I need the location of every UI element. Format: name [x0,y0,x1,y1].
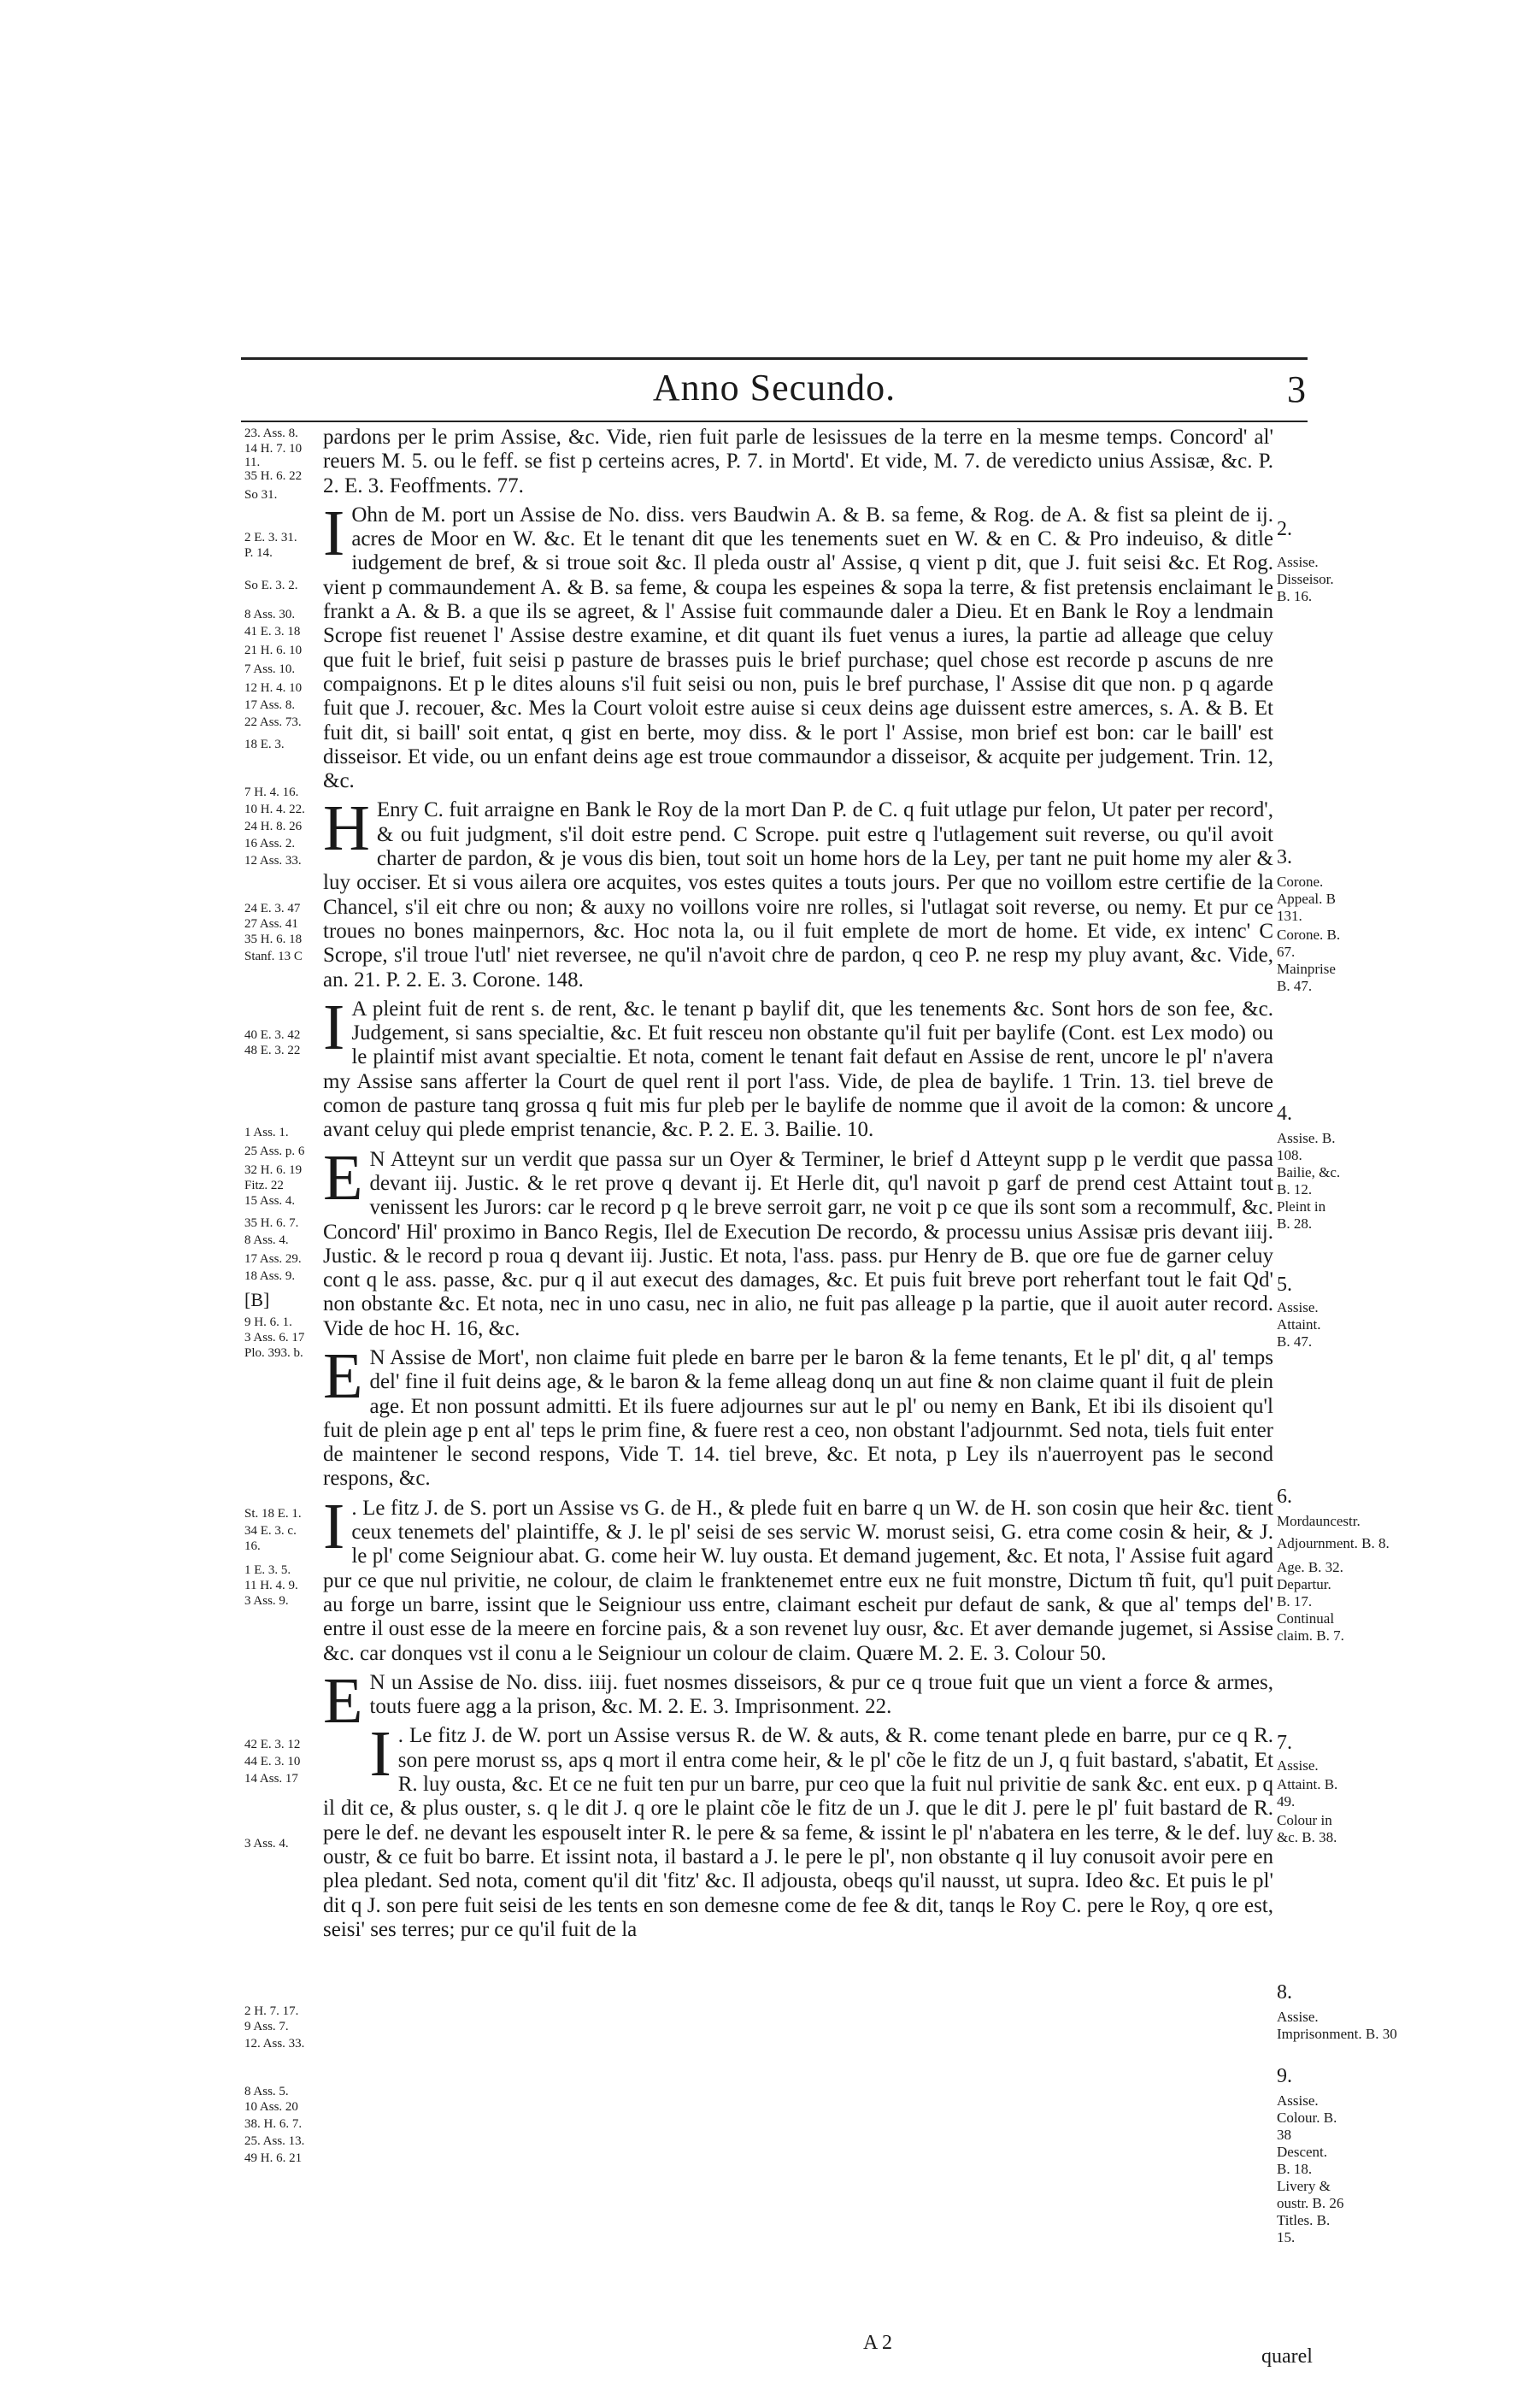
margin-citation: 49 H. 6. 21 [244,2151,303,2165]
margin-topic: claim. B. 7. [1277,1627,1344,1644]
margin-citation: So E. 3. 2. [244,579,298,592]
margin-citation: P. 14. [244,546,273,560]
margin-citation: 12. Ass. 33. [244,2037,305,2051]
margin-topic: Assise. [1277,554,1319,570]
margin-topic: Adjournment. B. 8. [1277,1535,1390,1551]
margin-citation: 17 Ass. 8. [244,698,296,712]
margin-citation: 18 E. 3. [244,738,285,751]
text-body [323,426,1273,1942]
header-rule [241,421,1308,422]
margin-case-number: 5. [1277,1274,1292,1296]
margin-case-number: 8. [1277,1981,1292,2004]
margin-case-number: 9. [1277,2065,1292,2087]
margin-citation: 2 H. 7. 17. [244,2004,299,2018]
paragraph-5 [323,1141,1273,1341]
margin-citation: 23. Ass. 8. [244,427,298,440]
margin-citation: 35 H. 6. 7. [244,1216,299,1230]
margin-topic: B. 17. [1277,1593,1313,1609]
margin-citation: 8 Ass. 4. [244,1233,289,1247]
paragraph-6 [323,1339,1273,1492]
catchword: quarel [1261,2345,1313,2368]
margin-case-number: 2. [1277,518,1292,540]
margin-citation: 12 H. 4. 10 [244,681,303,695]
paragraph-text: pardons per le prim Assise, &c. Vide, rien fuit parle de lesissues de la terre en la mesme temps. Concord' al' reuers M. 5. ou le feff. se fist p certeins acres, P. 7. in Mortd'. Et vide, M. 7. de veredicto unius Assisæ, &c. P. 2. E. 3. Feoffments. 77. [323,426,1273,497]
margin-topic: Assise. [1277,2092,1319,2109]
margin-topic: Departur. [1277,1576,1331,1592]
margin-topic: Age. B. 32. [1277,1559,1343,1575]
margin-citation: 40 E. 3. 42 [244,1028,301,1042]
margin-topic: 108. [1277,1147,1302,1163]
margin-topic: Attaint. [1277,1316,1321,1333]
margin-citation: 24 H. 8. 26 [244,820,303,833]
margin-topic: Continual [1277,1610,1335,1627]
drop-capital: I [323,991,345,1063]
margin-topic: Colour in [1277,1812,1332,1828]
paragraph-text: N Atteynt sur un verdit que passa sur un Oyer & Terminer, le brief d Atteynt supp p le verdit que passa devant iij. Justic. & le ret prove q devant ij. Et Herle dit, qu'l navoit p garf de prend cest Attaint tout venissent les Jurors: car le record p q le breve serroit garr, ne voit p ce que ils sont som a recommulf, &c. Concord' Hil' proximo in Banco Regis, Ilel de Execution De recordo, & processu unius Assisæ pris devant iiij. Justic. & le record p roua q devant iij. Justic. Et nota, l'ass. pass. pur Henry de B. que ore fue de garner celuy cont q le ass. passe, &c. pur q il aut execut des damages, &c. Et puis fuit breve port reherfant tout le fait Qd' non obstante &c. Et nota, nec in uno casu, nec in alio, ne fuit pas alleage p la partie, que il auoit auter record. Vide de hoc H. 16, &c. [323,1147,1273,1340]
margin-citation: Stanf. 13 C [244,950,303,963]
margin-citation: 15 Ass. 4. [244,1194,296,1208]
margin-topic: Assise. [1277,1757,1319,1774]
margin-topic: B. 47. [1277,978,1313,994]
drop-capital: E [323,1664,363,1737]
margin-citation: 44 E. 3. 10 [244,1755,301,1768]
top-rule [241,357,1308,360]
margin-topic: B. 12. [1277,1181,1313,1198]
margin-citation: 24 E. 3. 47 [244,902,301,915]
margin-topic: Attaint. B. [1277,1776,1338,1792]
margin-citation: 35 H. 6. 22 [244,469,303,483]
margin-topic: Appeal. B [1277,891,1336,907]
margin-topic: B. 28. [1277,1215,1313,1232]
margin-citation: 3 Ass. 6. 17 [244,1331,305,1345]
margin-topic: Titles. B. [1277,2212,1331,2228]
margin-citation: 16. [244,1539,261,1553]
margin-citation: 22 Ass. 73. [244,715,302,729]
drop-capital: E [323,1141,363,1214]
margin-topic: Corone. [1277,874,1324,890]
margin-citation: 14 H. 7. 10 [244,442,303,456]
margin-topic: Disseisor. [1277,571,1334,587]
paragraph-text: A pleint fuit de rent s. de rent, &c. le tenant p baylif dit, que les tenements &c. Sont hors de son fee, &c. Judgement, si sans specialtie, &c. Et fuit resceu non obstante qu'il fuit per baylife (Cont. est Lex modo) ou le plaintif mist avant specialtie. Et nota, coment le tenant fait defaut en Assise de rent, uncore le pl' n'avera my Assise sans afferter la Court de quel rent il port l'ass. Vide, de plea de baylife. 1 Trin. 13. tiel breve de comon de pasture tanq grossa q fuit mis fur pleb per le baylife de nomme que il avoit de la comon: & uncore avant celuy qui plede emprist tenancie, &c. P. 2. E. 3. Bailie. 10. [323,997,1273,1142]
drop-capital: I [369,1718,391,1791]
running-title: Anno Secundo. [652,367,896,409]
margin-topic: Imprisonment. B. 30 [1277,2026,1397,2042]
margin-citation: 35 H. 6. 18 [244,933,303,946]
margin-case-number: 7. [1277,1732,1292,1754]
margin-citation: 9 Ass. 7. [244,2020,289,2033]
margin-citation: 7 H. 4. 16. [244,786,299,799]
margin-citation: 11. [244,456,261,469]
margin-topic: Assise. [1277,2009,1319,2025]
margin-topic: Colour. B. [1277,2110,1337,2126]
margin-topic: B. 47. [1277,1333,1313,1350]
drop-capital: I [323,1490,345,1562]
margin-citation: 1 Ass. 1. [244,1126,289,1139]
margin-citation: 8 Ass. 5. [244,2085,289,2098]
margin-citation: 3 Ass. 9. [244,1594,289,1608]
margin-topic: B. 16. [1277,588,1313,604]
margin-topic: Mordauncestr. [1277,1513,1361,1529]
margin-case-number: 3. [1277,846,1292,868]
margin-case-number: 4. [1277,1103,1292,1125]
margin-citation: 21 H. 6. 10 [244,644,303,657]
paragraph-text: . Le fitz J. de S. port un Assise vs G. de H., & plede fuit en barre q un W. de H. son cosin que heir &c. tient ceux tenemets del' plaintiffe, & J. le pl' seisi de ses servic W. morust seisi, G. etra come cosin & heir, & J. le pl' come Seigniour abat. G. come heir W. luy ousta. Et demand jugement, &c. Et nota, l' Assise fuit agard pur ce que nul privitie, ne colour, de claim le franktenemet entre eux ne fuit monstre, Dictum tñ fuit, qu'l puit au forge un barre, issint que le Seigniour uss entre, claimant escheit pur defaut de sank, & que al' temps del' entre il oust esse de la meere en forcine pais, & a son revenet luy ousr, &c. Et aver demande jugemet, si Assise &c. car donques vst il conu a le Seigniour un colour de claim. Quære M. 2. E. 3. Colour 50. [323,1496,1273,1665]
paragraph-text: . Le fitz J. de W. port un Assise versus R. de W. & auts, & R. come tenant plede en barre, pur ce q R. son pere morust ss, aps q mort il entra come heir, & le pl' cõe le fitz de un J, q fuit bastard, s'abatit, Et R. luy ousta, &c. Et ce ne fuit ten pur un barre, pur ceo que la fuit nul privitie de sank &c. ent eux. p q il dit ce, & plus ouster, s. q le dit J. q ore le plaint cõe le fitz de un J. que le dit J. pere le pl' fuit bastard de R. pere le def. ne devant les espouselt inter R. le pere & sa feme, & issint le pl' n'abatera en les terre, & le def. luy oustr, & ce fuit bo barre. Et issint nota, il bastard a J. le pere le pl', non obstante q il luy conusoit avoir pere en plea pledant. Sed nota, coment qu'il dit 'fitz' &c. Il adjousta, obeqs qu'il nausst, ut supra. Ideo &c. Et puis le pl' dit q J. son pere fuit seisi de les tents en son demesne come de fee & dit, tanqs le Roy C. pere le Roy, q ore est, seisi' ses terres; pur ce qu'il fuit de la [323,1724,1273,1941]
margin-citation: 11 H. 4. 9. [244,1579,298,1592]
drop-capital: I [323,497,345,569]
margin-topic: Mainprise [1277,961,1336,977]
margin-citation: 10 H. 4. 22. [244,803,305,816]
paragraph-3 [323,792,1273,992]
paragraph-4 [323,991,1273,1143]
margin-citation: 16 Ass. 2. [244,837,296,850]
margin-topic: 131. [1277,908,1302,924]
margin-topic: Bailie, &c. [1277,1164,1341,1180]
margin-citation: 48 E. 3. 22 [244,1044,301,1057]
margin-citation: 1 E. 3. 5. [244,1563,291,1577]
margin-case-number: 6. [1277,1486,1292,1508]
margin-topic: Assise. B. [1277,1130,1336,1146]
paragraph-8 [323,1664,1273,1737]
margin-citation: 42 E. 3. 12 [244,1738,301,1751]
paragraph-text: N un Assise de No. diss. iiij. fuet nosmes disseisors, & pur ce q troue fuit que un vient a force & armes, touts fuere agg a la prison, &c. M. 2. E. 3. Imprisonment. 22. [369,1670,1273,1719]
drop-capital: H [323,792,370,865]
margin-citation: 7 Ass. 10. [244,662,296,676]
paragraph-text: N Assise de Mort', non claime fuit plede en barre per le baron & la feme tenants, Et le pl' dit, q al' temps del' fine il fuit deins age, & le baron & la feme alleag donq un aut fine & non claime quant il fuit de plein age. Et non possunt admitti. Et ils fuere adjournes sur aut le pl' ou nemy en Bank, Et ibi ils disoient qu'l fuit de plein age p ent al' teps le prim fine, & fuere rest a ceo, non obstant l'adjournmt. Sed nota, tiels fuit enter de maintener le second respons, Vide T. 14. tiel breve, &c. Et nota, p Ley ils n'auerroyent pas le second respons, &c. [323,1345,1273,1491]
margin-topic: 15. [1277,2229,1296,2245]
margin-citation: 18 Ass. 9. [244,1269,296,1283]
margin-citation: St. 18 E. 1. [244,1507,302,1521]
margin-citation: 17 Ass. 29. [244,1252,302,1266]
paragraph-7 [323,1490,1273,1666]
margin-citation: 10 Ass. 20 [244,2100,298,2114]
margin-citation: 27 Ass. 41 [244,917,298,931]
margin-topic: Descent. [1277,2144,1328,2160]
signature-mark: A 2 [863,2332,893,2354]
margin-topic: 49. [1277,1793,1296,1809]
page-header [241,366,1308,417]
margin-citation: 2 E. 3. 31. [244,531,297,544]
margin-citation: 14 Ass. 17 [244,1772,298,1786]
drop-capital: E [323,1339,363,1412]
margin-citation: 12 Ass. 33. [244,854,302,868]
paragraph-1 [323,426,1273,498]
margin-topic: 38 [1277,2127,1291,2143]
margin-citation: 25. Ass. 13. [244,2134,305,2148]
margin-topic: oustr. B. 26 [1277,2195,1344,2211]
margin-citation: 25 Ass. p. 6 [244,1145,305,1158]
margin-citation: 3 Ass. 4. [244,1837,289,1851]
paragraph-2 [323,497,1273,794]
margin-citation: 34 E. 3. c. [244,1524,297,1538]
margin-citation: So 31. [244,488,278,502]
margin-topic: Pleint in [1277,1198,1326,1215]
paragraph-9 [323,1718,1273,1942]
margin-citation: Plo. 393. b. [244,1346,303,1360]
margin-citation: 9 H. 6. 1. [244,1315,292,1329]
margin-topic: Livery & [1277,2178,1331,2194]
margin-topic: Corone. B. [1277,927,1341,943]
paragraph-text: Enry C. fuit arraigne en Bank le Roy de la mort Dan P. de C. q fuit utlage pur felon, Ut pater per record', & ou fuit judgment, s'il doit estre pend. C Scrope. puit estre q l'utlagement suit reverse, ou qu'il avoit charter de pardon, & je vous dis bien, tout soit un home hors de la Ley, per tant ne puit home my aler & luy occiser. Et si vous ailera ore acquites, vos estes quites a touts jours. Per que no voillom estre certifie de la Chancel, s'il eit chre ou non; & auxy no voillons voire nre rolles, si l'utlagat soit reverse, ou nemy. Et pur ce troues no bones mainpernors, &c. Hoc nota la, ou il fuit emplete de mort de home. Et vide, ex intenc' C Scrope, s'il troue l'utl' niet reversee, ne qu'il n'avoit chre de pardon, q ceo P. ne resp my pluy avant, &c. Vide, an. 21. P. 2. E. 3. Corone. 148. [323,798,1273,992]
margin-bracket-mark: [B] [244,1289,270,1310]
margin-citation: 32 H. 6. 19 [244,1163,303,1177]
margin-topic: B. 18. [1277,2161,1313,2177]
margin-citation: Fitz. 22 [244,1179,284,1192]
margin-topic: 67. [1277,944,1296,960]
margin-citation: 38. H. 6. 7. [244,2117,303,2131]
paragraph-text: Ohn de M. port un Assise de No. diss. vers Baudwin A. & B. sa feme, & Rog. de A. & fist sa pleint de ij. acres de Moor en W. &c. Et le tenant dit que les tenements suet en W. & en C. & Pro indeuiso, & ditle iudgement de bref, & si troue soit &c. Il pleda oustr al' Assise, q vient p dit, que J. fuit seisi &c. Et Rog. vient p commaundement A. & B. sa feme, & coupa les espeines & sopa la terre, & fist pretensis enclaimant le frankt a A. & B. a que ils se agreet, & l' Assise fuit commaunde daler a Dieu. Et en Bank le Roy a lendmain Scrope fist reuenet l' Assise destre examine, et dit quant ils fuet venus a iures, la partie ad alleage que celuy que fuit le brief, fuit seisi p pasture de brasses puis le brief purchase; quel chose est recorde p ascuns de nre compaignons. Et p le dites alouns s'il fuit seisi ou non, puis le bref purchase, l' Assise dit que non. p q agarde fuit que J. recouer, &c. Mes la Court voloit estre auise si ceux deins age duissent estre amerces, s. A. & B. Et fuit dit, si baill' soit entat, q gist en berte, moy diss. & le port l' Assise, mon brief est bon: car le baill' est disseisor. Et vide, ou un enfant deins age est troue commaundor a disseisor, & acquite per judgement. Trin. 12, &c. [323,503,1273,793]
margin-topic: Assise. [1277,1299,1319,1315]
margin-citation: 41 E. 3. 18 [244,625,301,638]
page-number: 3 [1287,368,1306,410]
margin-topic: &c. B. 38. [1277,1829,1337,1845]
margin-citation: 8 Ass. 30. [244,608,296,621]
